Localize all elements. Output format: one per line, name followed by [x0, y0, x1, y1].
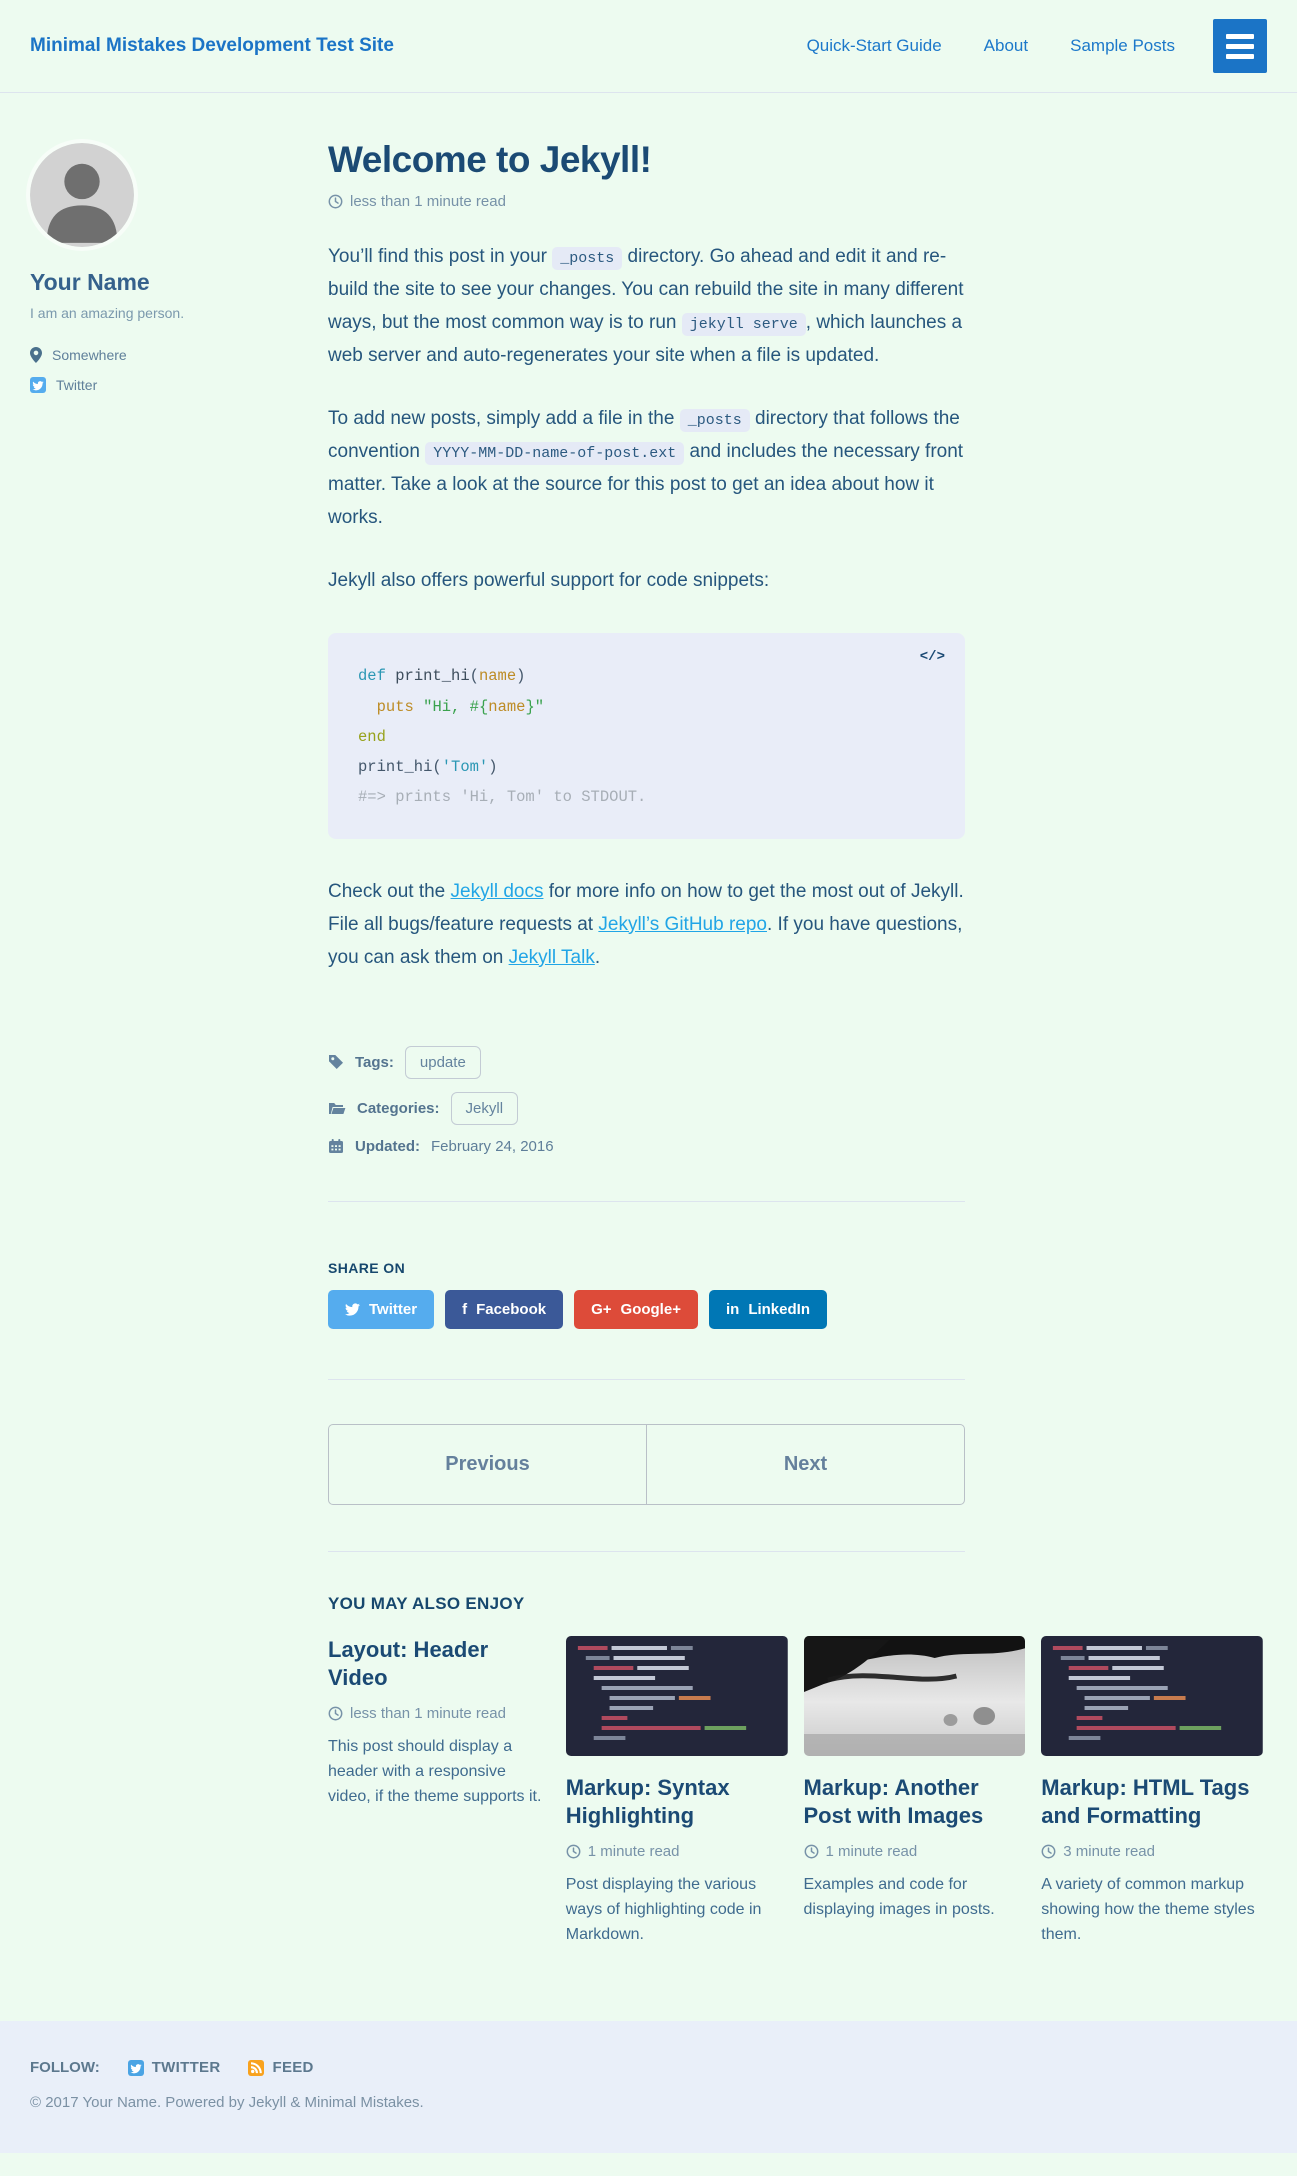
related-card — [328, 1636, 550, 1948]
masthead — [0, 0, 1297, 93]
page-footer — [0, 2021, 1297, 2153]
author-sidebar — [30, 143, 290, 407]
code-screenshot-thumbnail — [1041, 1636, 1263, 1756]
author-name: Your Name — [30, 269, 150, 295]
author-twitter-label: Twitter — [56, 377, 98, 393]
code-line: def print_hi(name) — [358, 667, 526, 686]
previous-post-button[interactable]: Previous — [328, 1424, 646, 1505]
related-card-read-time: 1 minute read — [566, 1843, 788, 1860]
related-card — [566, 1636, 788, 1948]
nav-link-about[interactable]: About — [983, 36, 1029, 55]
clock-icon — [566, 1844, 581, 1859]
related-cards-grid — [328, 1636, 1263, 1948]
related-card-thumbnail-code-screenshot[interactable] — [566, 1636, 788, 1756]
copyright: © 2017 Your Name. Powered by Jekyll & Minimal Mistakes. — [30, 2094, 424, 2112]
nav-link-sample-posts[interactable]: Sample Posts — [1070, 36, 1175, 55]
follow-row — [30, 2059, 1267, 2076]
masthead-nav — [807, 36, 1175, 56]
post-paragraph-1: You’ll find this post in your _posts directory. Go ahead and edit it and re-build the site to see your changes. You can rebuild the site in many different ways, but the most common way is to run jekyll serve , which launches a web server and auto-regenerates your site when a file is updated. — [328, 246, 964, 367]
post-body — [328, 240, 965, 974]
code-line: puts "Hi, #{name}" — [376, 697, 545, 716]
tags-row — [328, 1046, 965, 1079]
code-line: #=> prints 'Hi, Tom' to STDOUT. — [358, 788, 647, 807]
twitter-icon — [128, 2060, 144, 2076]
jekyll-github-repo-link[interactable]: Jekyll’s GitHub repo — [598, 913, 767, 935]
share-section — [328, 1260, 965, 1329]
related-card — [804, 1636, 1026, 1948]
related-card-read-time: 1 minute read — [804, 1843, 1026, 1860]
categories-row — [328, 1092, 965, 1125]
related-card-excerpt: A variety of common markup showing how the theme styles them. — [1041, 1875, 1255, 1943]
clock-icon — [1041, 1844, 1056, 1859]
share-buttons — [328, 1290, 965, 1329]
location-pin-icon — [30, 347, 42, 363]
hamburger-menu-button[interactable] — [1213, 19, 1267, 73]
post-main — [328, 93, 965, 1552]
related-card-excerpt: Examples and code for displaying images in posts. — [803, 1875, 995, 1918]
author-bio: I am an amazing person. — [30, 305, 185, 321]
person-silhouette-icon — [30, 143, 134, 247]
post-paragraph-2: To add new posts, simply add a file in the _posts directory that follows the convention YYYY-MM-DD-name-of-post.ext and includes the necessary front matter. Take a look at the source for this post to get an idea about how it works. — [328, 408, 964, 529]
post-paragraph-3: Jekyll also offers powerful support for code snippets: — [328, 570, 770, 592]
footer-twitter-link[interactable]: TWITTER — [128, 2059, 221, 2076]
hamburger-icon — [1226, 34, 1254, 39]
jekyll-docs-link[interactable]: Jekyll docs — [450, 880, 544, 902]
divider — [328, 1379, 965, 1380]
read-time: less than 1 minute read — [328, 193, 965, 210]
divider — [328, 1201, 965, 1202]
follow-label: FOLLOW: — [30, 2059, 100, 2077]
share-on-label: SHARE ON — [328, 1259, 406, 1276]
avatar — [30, 143, 134, 247]
author-location-label: Somewhere — [52, 347, 127, 363]
related-card-title-link[interactable]: Markup: Another Post with Images — [803, 1774, 984, 1828]
content-area — [0, 93, 1297, 1957]
site-title-link[interactable]: Minimal Mistakes Development Test Site — [30, 35, 394, 56]
code-line: print_hi('Tom') — [358, 758, 498, 777]
related-posts-section — [328, 1552, 1263, 1948]
related-card-read-time: less than 1 minute read — [328, 1705, 550, 1722]
twitter-bird-icon — [345, 1303, 360, 1316]
categories-label: Categories: — [357, 1099, 440, 1117]
updated-label: Updated: — [355, 1137, 420, 1155]
clock-icon — [804, 1844, 819, 1859]
twitter-icon — [30, 377, 46, 393]
next-post-button[interactable]: Next — [646, 1424, 965, 1505]
googleplus-icon: G+ — [591, 1300, 612, 1318]
share-facebook-button[interactable]: f Facebook — [445, 1290, 563, 1329]
related-card-title-link[interactable]: Layout: Header Video — [328, 1636, 489, 1690]
jekyll-talk-link[interactable]: Jekyll Talk — [508, 946, 595, 968]
facebook-icon: f — [462, 1300, 468, 1318]
tags-label: Tags: — [355, 1053, 394, 1071]
related-card-title-link[interactable]: Markup: Syntax Highlighting — [565, 1774, 730, 1828]
page-title: Welcome to Jekyll! — [328, 139, 652, 180]
folder-open-icon — [328, 1101, 346, 1116]
related-card-thumbnail-code-screenshot[interactable] — [1041, 1636, 1263, 1756]
related-card-excerpt: This post should display a header with a responsive video, if the theme supports it. — [328, 1737, 542, 1805]
footer-feed-link[interactable]: FEED — [248, 2059, 313, 2076]
inline-code: _posts — [552, 247, 622, 270]
linkedin-icon: in — [725, 1300, 740, 1318]
author-location — [30, 347, 290, 363]
tag-icon — [328, 1054, 344, 1070]
tag-chip-update[interactable]: update — [405, 1046, 481, 1079]
updated-row — [328, 1138, 965, 1155]
post-meta — [328, 1046, 965, 1155]
code-line: end — [358, 727, 386, 746]
share-linkedin-button[interactable]: in LinkedIn — [709, 1290, 827, 1329]
inline-code: _posts — [680, 409, 750, 432]
post-paragraph-4: Check out the Jekyll docs for more info on how to get the most out of Jekyll. File all bugs/feature requests at Jekyll’s GitHub repo. If you have questions, you can ask them on Jekyll Talk. — [328, 880, 964, 968]
foggy-landscape-thumbnail — [804, 1636, 1026, 1756]
related-card-read-time: 3 minute read — [1041, 1843, 1263, 1860]
code-icon: </> — [919, 649, 945, 666]
you-may-also-enjoy-heading: YOU MAY ALSO ENJOY — [328, 1593, 525, 1613]
author-twitter-link[interactable] — [30, 377, 290, 393]
inline-code: YYYY-MM-DD-name-of-post.ext — [425, 442, 684, 465]
share-twitter-button[interactable]: Twitter — [328, 1290, 434, 1329]
related-card-title-link[interactable]: Markup: HTML Tags and Formatting — [1041, 1774, 1250, 1828]
share-googleplus-button[interactable]: G+ Google+ — [574, 1290, 698, 1329]
clock-icon — [328, 1706, 343, 1721]
clock-icon — [328, 194, 343, 209]
category-chip-jekyll[interactable]: Jekyll — [451, 1092, 519, 1125]
calendar-icon — [328, 1138, 344, 1154]
code-block — [328, 633, 965, 838]
post-pagination — [328, 1424, 965, 1505]
rss-icon — [248, 2060, 264, 2076]
updated-date: February 24, 2016 — [431, 1137, 554, 1155]
related-card — [1041, 1636, 1263, 1948]
inline-code: jekyll serve — [682, 313, 806, 336]
related-card-excerpt: Post displaying the various ways of highlighting code in Markdown. — [565, 1875, 762, 1943]
related-card-thumbnail-foggy-landscape[interactable] — [804, 1636, 1026, 1756]
code-screenshot-thumbnail — [566, 1636, 788, 1756]
nav-link-quick-start-guide[interactable]: Quick-Start Guide — [806, 36, 942, 55]
